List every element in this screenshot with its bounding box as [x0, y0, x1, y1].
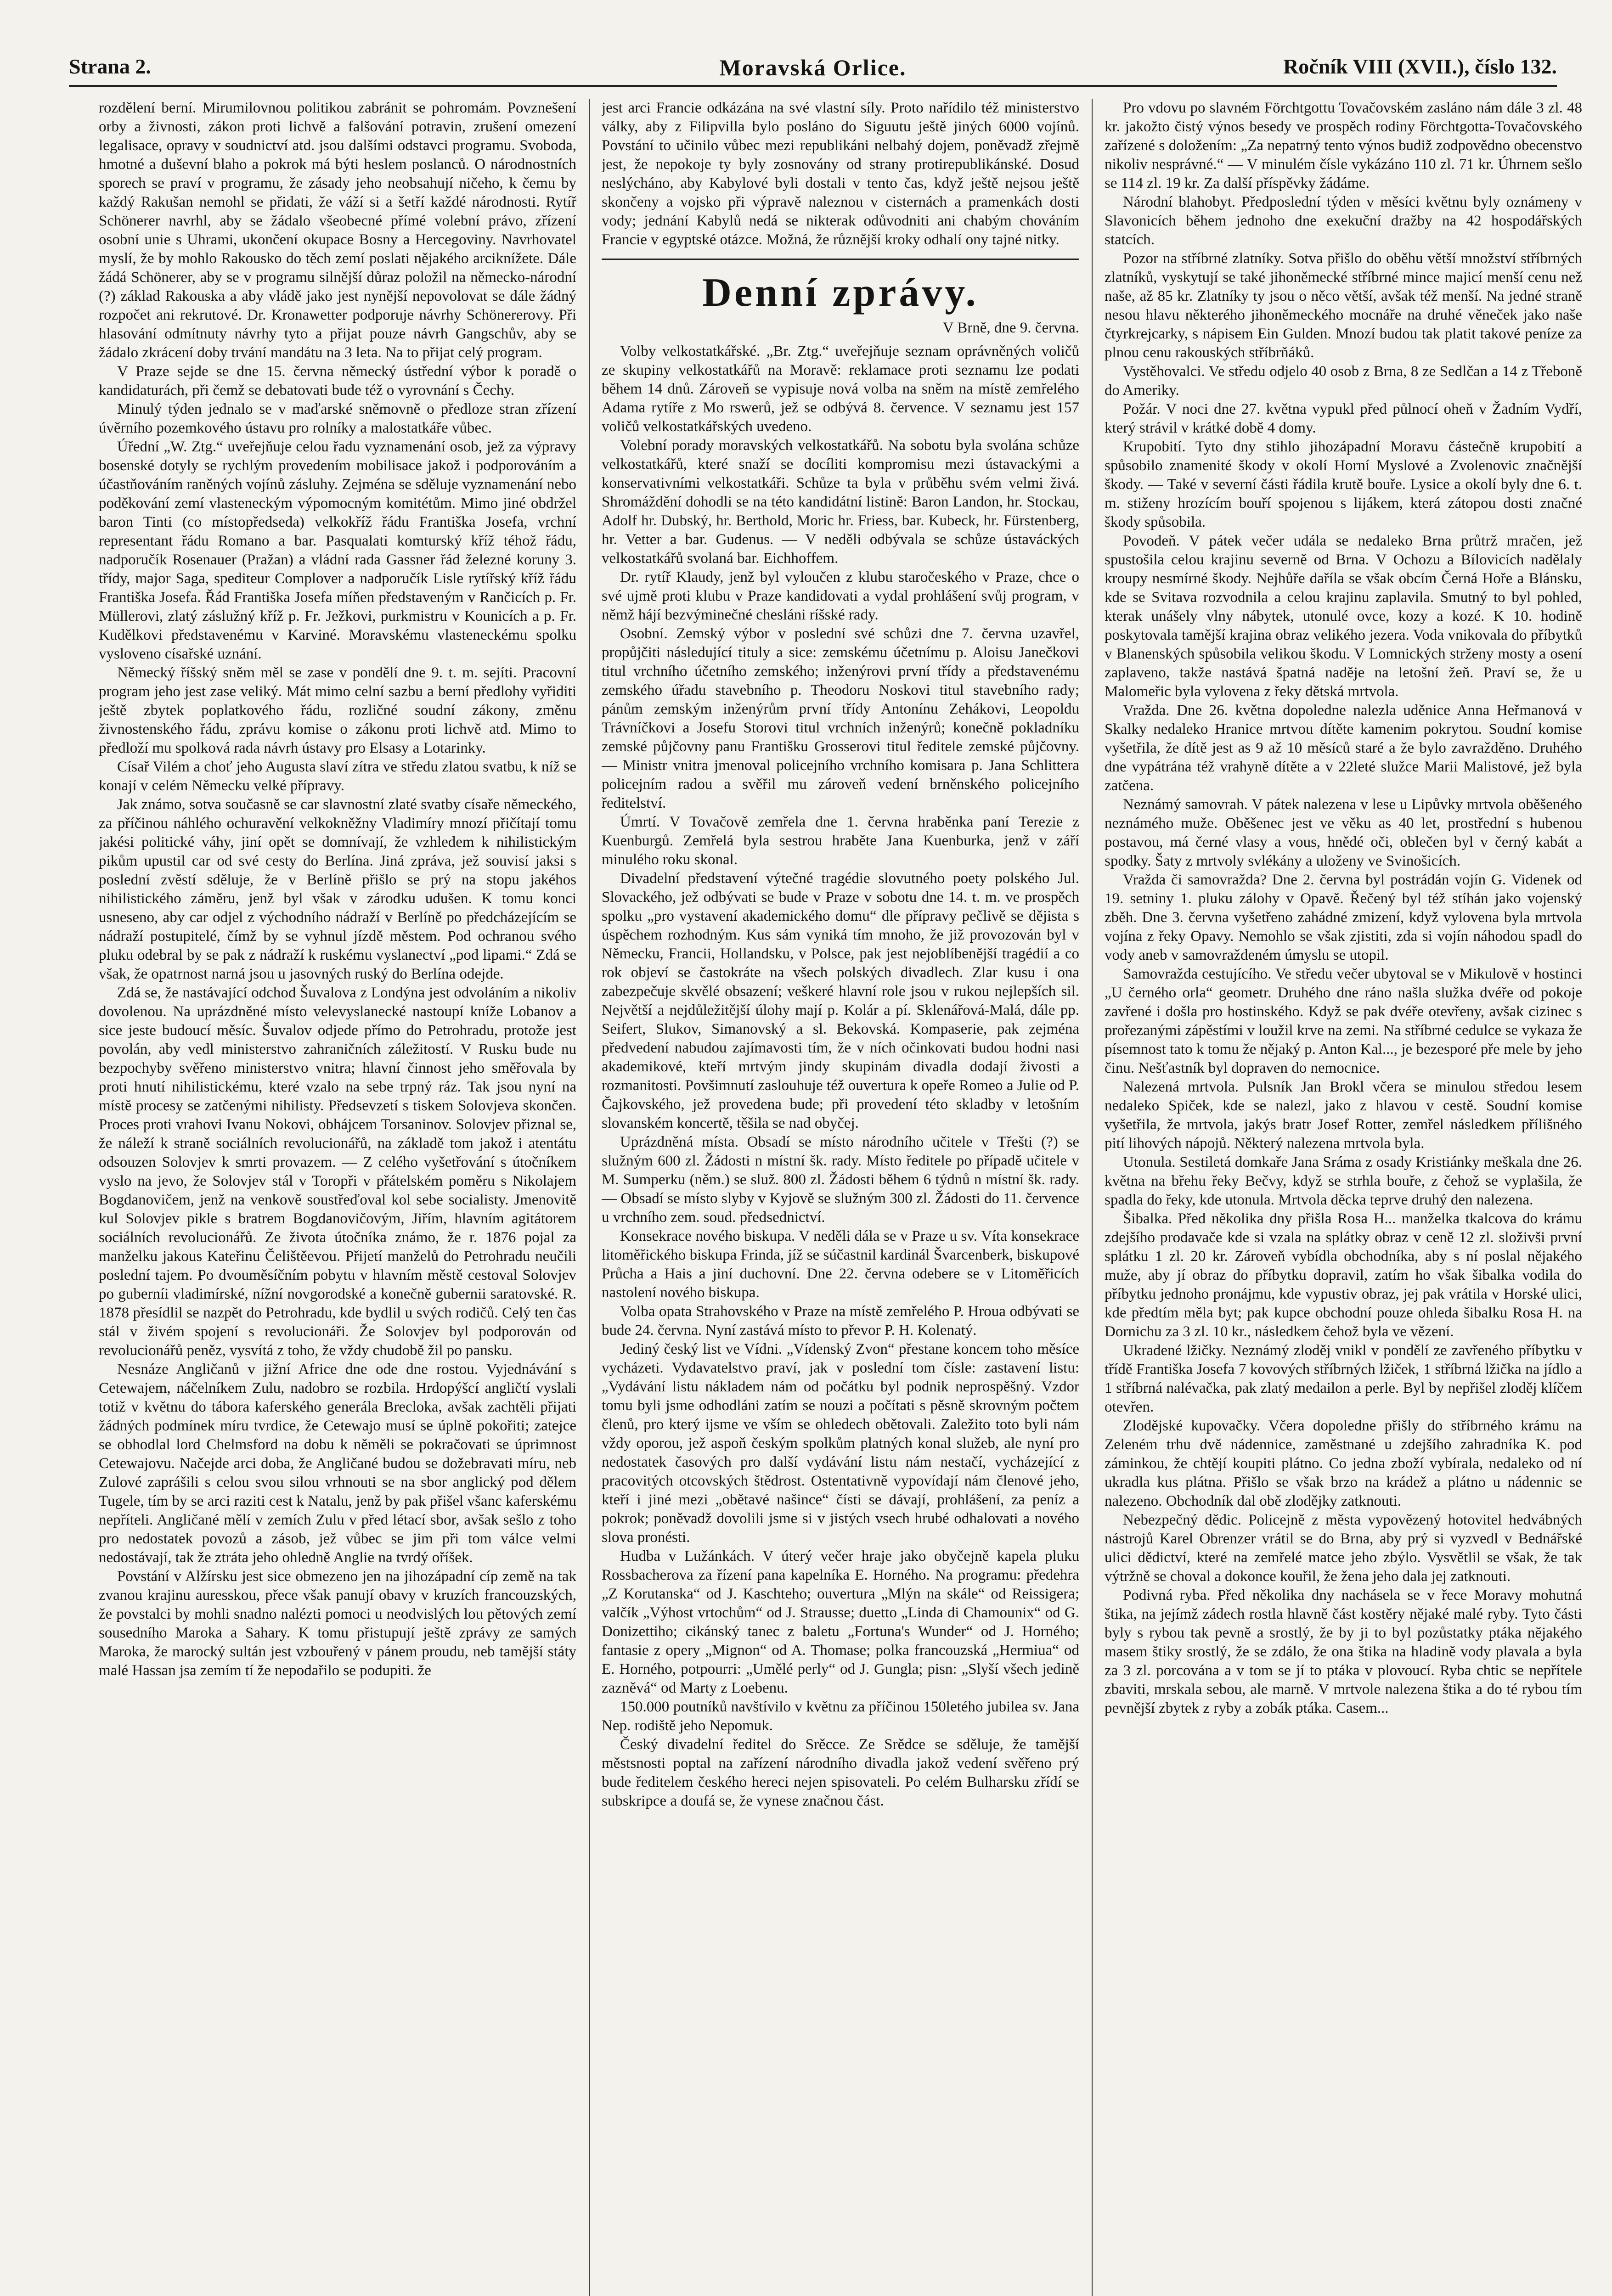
page-header — [69, 51, 1557, 87]
news-item: Český divadelní ředitel do Srěcce. Ze Srědce se sděluje, že tamější městsnosti poptal na zařízení národního divadla jakož vedení svěřeno prý bude ředitelem českého hereci nejen spisovateli. Po celém Bulharsku zřídí se subskripce a doufá se, že vynese značnou část. — [602, 1736, 1079, 1809]
news-item: Nebezpečný dědic. Policejně z města vypovězený hotovitel hedvábných nástrojů Karel Obrenzer vrátil se do Brna, aby prý si vyzvedl v Bednářské ulici dědictví, které na zemřelé matce jeho zbýlo. Vysvětlil se však, že tak výtržně se choval a dokonce kouřil, že žena jeho dala jej zatknouti. — [1105, 1512, 1582, 1585]
news-item: Dr. rytíř Klaudy, jenž byl vyloučen z klubu staročeského v Praze, chce o své ujmě proti klubu v Praze kandidovati a vydal prohlášení svůj program, v němž hájí bezvýminečné chesláni ríšské rady. — [602, 569, 1079, 623]
article-paragraph: Úřední „W. Ztg.“ uveřejňuje celou řadu vyznamenání osob, jež za výpravy bosenské dotyly se rychlým provedením mobilisace jakož i podporováním a účastňováním raněných vojínů zásluhy. Zejména se sděluje vyznamenání nebo poděkování zemí vlasteneckým výpomocným komitétům. Mimo jiné obdržel baron Tinti (co místopředseda) velkokříž řádu Františka Josefa, vrchní representant řádu Romano a bar. Pasqualati komturský kříž téhož řádu, nadporučík Rosenauer (Pražan) a vládní rada Gassner řád železné koruny 3. třídy, major Saga, spediteur Complover a nadporučík Lisle rytířský kříž řádu Františka Josefa. Řád Františka Josefa míňen představeným v Rančicích p. Fr. Müllerovi, zlatý záslužný kříž p. Fr. Ježkovi, purkmistru v Kounicích a p. Fr. Kudělkovi představenému v Karviné. Moravskému vlasteneckému spolku vysloveno císařské uznání. — [99, 439, 576, 662]
article-paragraph: Císař Vilém a choť jeho Augusta slaví zítra ve středu zlatou svatbu, k níž se konají v celém Německu velké přípravy. — [99, 759, 576, 794]
news-item: Vystěhovalci. Ve středu odjelo 40 osob z Brna, 8 ze Sedlčan a 14 z Třeboně do Ameriky. — [1105, 363, 1582, 399]
article-paragraph: Zdá se, že nastávající odchod Šuvalova z Londýna jest odvoláním a nikoliv dovolenou. Na uprázdněné místo velevyslanecké nastoupí kníže Lobanov a sice jeste budoucí měsíc. Šuvalov odjede přímo do Petrohradu, protože jest povolán, aby vedl ministerstvo zahraničních záležitostí. V Rusku bude nu bezpochyby svěřeno ministerstvo vnitra; hlavní činnost jeho směřovala by proti hnutí nihilistickému, které vzalo na sebe trpný ráz. Tak jsou nyní na místě procesy se zatčenými nihilisty. Předsevzetí s tiskem Solovjeva skončen. Proces proti vrahovi Ivanu Nokovi, obhájcem Torsaninov. Solovjev přiznal se, že náleží k straně sociálních revolucionářů, na základě tom jakož i atentátu odsouzen Solovjev k smrti provazem. — Z celého vyšetřování s útočníkem vyslo na jevo, že Solovjev stál v Toropři v přátelském poměru s Nikolajem Bogdanovičem, jenž na venkově soustřeďoval kol sebe socialisty. Jmenovitě kul Solovjev pikle s bratrem Bogdanovičovým, Jiřím, hlavním agitátorem sociálních revolucionářů. Ze života útočníka známo, že r. 1876 pojal za manželku jakous Kateřinu Čelištěevou. Přijetí manželů do Petrohradu neučili poslední tajem. Po dvouměsíčním pobytu v hlavním městě cestoval Solovjev po guberníi vladimírské, nížní novgorodské a konečně gubernii saratovské. R. 1878 přesídlil se nazpět do Petrohradu, kde bydlil u svých rodičů. Celý ten čas stál v živém spojení s revolucionáři. Že Solovjev byl podporován od revolucionářů peněz, vysvítá z toho, že vždy chudobě žil po pansku. — [99, 985, 576, 1359]
news-item: Požár. V noci dne 27. května vypukl před půlnocí oheň v Žadním Vydří, který strávil v krátké době 4 domy. — [1105, 401, 1582, 436]
news-item: Národní blahobyt. Předposlední týden v měsíci květnu byly oznámeny v Slavonicích během jednoho dne exekuční dražby na 42 hospodářských statcích. — [1105, 194, 1582, 248]
news-item: Divadelní představení výtečné tragédie slovutného poety polského Jul. Slovackého, jež odbývati se bude v Praze v sobotu dne 14. t. m. ve prospěch spolku „pro vystavení akademického domu“ dle přípravy pečlivě se dějista s úspěchem rozhodným. Kus sám vyniká tím mnoho, že již provozován byl v Německu, Francii, Hollandsku, v Polsce, pak jest nejoblíbenější tragédií a co rok objeví se častokráte na všech polských divadlech. Zlar kusu i ona zabezpečuje skvělé obsazení; veškeré hlavní role jsou v rukou nejlepších sil. Největší a nejdůležitější úlohy mají p. Kolár a pí. Sklenářová-Malá, dále pp. Seifert, Slukov, Simanovský a sl. Bekovská. Kompaserie, pak zejména předvedení nabudou zajímavosti tím, že v ních očinkovati budou hodni nasi akademikové, kteří mrtvým jindy skupinám divadla dodají živosti a rozmanitosti. Povšimnutí zaslouhuje též ouvertura k opeře Romeo a Julie od P. Čajkovského, jež provedena bude; při provedení této skladby v letošním slovanském koncertě, těšila se nad obyčej. — [602, 870, 1079, 1131]
news-item: Pro vdovu po slavném Förchtgottu Tovačovském zasláno nám dále 3 zl. 48 kr. jakožto čistý výnos besedy ve prospěch rodiny Förchtgotta-Tovačovského zařízené s doložením: „Za nepatrný tento výnos budiž zodpovědno obecenstvo nikoliv nesprávné.“ — V minulém čísle vykázáno 110 zl. 71 kr. Úhrnem sešlo se 114 zl. 19 kr. Za další příspěvky žádáme. — [1105, 100, 1582, 191]
article-paragraph: rozdělení berní. Mirumilovnou politikou zabránit se pohromám. Povznešení orby a živnosti, zákon proti lichvě a falšování potravin, zrušení omezení legalisace, opravy v soudnictví atd. jsou dalšími odstavci programu. Svoboda, hmotné a duševní blaho a pokrok má býti heslem poslanců. O národnostních sporech se praví v programu, že zásady jeho neobsahují ničeho, k čemu by každý Rakušan nemohl se přidati, že váží si a šetří každé národnosti. Rytíř Schönerer navrhl, aby se žádalo všeobecné přímé volební právo, zřízení osobní unie s Uhrami, ukončení okupace Bosny a Hercegoviny. Navrhovatel myslí, že by mohlo Rakousko do těch zemí poslati nějakého arciknížete. Dále žádá Schönerer, aby se v programu silnější důraz položil na německo-národní (?) základ Rakouska a aby vládě jako jest nynější nepovolovat se dále žádný rozpočet ani rekrutové. Dr. Kronawetter podporuje návrhy Schönererovy. Při hlasování odmítnuty návrhy tyto a přijat pouze návrh Gangschův, aby se žádalo zkrácení doby trvání mandátu na 3 leta. Na to přijat celý program. — [99, 100, 576, 361]
news-item: Povodeň. V pátek večer udála se nedaleko Brna průtrž mračen, jež spustošila celou krajinu severně od Brna. V Ochozu a Bílovicích nadělaly kroupy nesmírné škody. Nejhůře daříla se však obcím Černá Hoře a Blánsku, kde se Svitava rozvodnila a celou krajinu zaplavila. Smutný to byl pohled, kterak unášely vlny nábytek, utonulé ovce, kozy a kozé. K 10. hodině poskytovala tamější krajina obraz velikého jezera. Voda vnikovala do příbytků v Blanenských spůsobila velikou škodu. V Lomnických strženy mosty a osení zaplaveno, takže nastává špatná naděje na letošní žeň. Praví se, že u Malomeřic byla vylovena z řeky dětská mrtvola. — [1105, 533, 1582, 700]
article-paragraph: Jak známo, sotva současně se car slavnostní zlaté svatby císaře německého, za příčinou náhlého ochuravění velkokněžny Vladimíry mnozí přičítají tomu jakési politické váhy, jiní opět se domnívají, že vzhledem k nihilistickým pikům upustil car od své cesty do Berlína. Jiná zpráva, jež souvisí jaksi s poslední zvěstí sděluje, že v Berlíně přišlo se prý na stopu jakéhos nihilistického záměru, jenž byl však v zárodku udušen. K tomu konci usneseno, aby car odjel z východního nádraží v Berlíně po předcházejícím se nádraží postupitelé, čímž by se vyhnul jízdě městem. Pod ochranou svého pluku odebral by se pak z nádraží k ruskému vyslanectví „pod lipami.“ Zdá se však, že opatrnost narná jsou u jasovných ruský do Berlína odejde. — [99, 796, 576, 982]
news-item: Pozor na stříbrné zlatníky. Sotva přišlo do oběhu větší množství stříbrných zlatníků, vyskytují se také jihoněmecké stříbrné mince majicí menší cenu než naše, až 85 kr. Zlatníky ty jsou o něco větší, avšak též menší. Na jedné straně nesou hlavu některého jihoněmeckého mocnáře na druhé věneček jako naše čtyrkrejcarky, s nápisem Ein Gulden. Mnozí budou tak platit takové peníze za plnou cenu rakouských stříbrňáků. — [1105, 250, 1582, 361]
news-item: Samovražda cestujícího. Ve středu večer ubytoval se v Mikulově v hostinci „U černého orla“ geometr. Druhého dne ráno našla služka dvéře od pokoje zavřené i došla pro hostinského. Když se pak dvéře otevřeny, avšak cizinec s prořezanými zápěstími v loužil krve na zemi. Na stříbrné cedulce se vykaza že písemnost tato k tomu že nějaký p. Anton Kal..., je bezesporé pře mele by jeho činu. Nešťastník byl dopraven do nemocnice. — [1105, 966, 1582, 1076]
news-item: Uprázdněná místa. Obsadí se místo národního učitele v Třešti (?) se služným 600 zl. Žádosti n místní šk. rady. Místo ředitele po případě učitele v M. Sumperku (něm.) se služ. 800 zl. Žádosti během 6 týdnů n místní šk. rady. — Obsadí se místo slyby v Kyjově se služným 300 zl. Žádosti do 11. července u vrchního zem. soud. předsednictví. — [602, 1134, 1079, 1226]
news-item: Jediný český list ve Vídni. „Vídenský Zvon“ přestane koncem toho měsíce vycházeti. Vydavatelstvo praví, jak v poslední tom čísle: zastavení listu: „Vydávání listu nákladem nám od počátku byl podnik neprospěšný. Vzdor tomu byli jsme odhodláni zatím se nouzi a počítati s pěsně skrovným počtem členů, pro který ijsme ve vším se ohledech obětovali. Zaležito toto byli nám vždy oporou, jež aspoň českým spolkům platných konal služeb, ale nyní pro nedostatek časových pro další vydávání listu nám nestačí, vycházející z pracovitých otcovských štědrost. Ostentativně vypovídají nám členové jeho, kteří i jiné mezi „obětavé našince“ čísti se dávají, prohlášení, za peníz a pokrok; poněvadž dovolili jsme si v jistých vsech hrubé odhalovati a nového slova pronésti. — [602, 1341, 1079, 1546]
article-paragraph: jest arci Francie odkázána na své vlastní síly. Proto nařídilo též ministerstvo války, aby z Filipvilla bylo posláno do Siguutu ještě jiných 6000 vojínů. Povstání to učinilo vůbec mezi republikáni nelbahý dojem, poněvadž zřejmě jest, že nepokoje ty byly zosnovány od strany protirepublikánské. Dosud neslýcháno, aby Kabylové byli dostali v tento čas, když ještě nejsou ještě skončeny a vojsko při výpravě naleznou v cisternách a pramenkách dosti vody; jednání Kabylů nedá se nikterak odůvodniti ani chabým chováním Francie v egyptské otázce. Možná, že různější kroky odhalí ony tajné nitky. — [602, 100, 1079, 248]
news-item: Úmrtí. V Tovačově zemřela dne 1. června hraběnka paní Terezie z Kuenburgů. Zemřelá byla sestrou hraběte Jana Kuenburka, jenž v září minulého roku skonal. — [602, 814, 1079, 868]
news-item: Volební porady moravských velkostatkářů. Na sobotu byla svolána schůze velkostatkářů, které snaží se docíliti kompromisu mezi ústavackými a konservativními velkostatkáři. Schůze ta byla v průběhu svém velmi živá. Shromáždění dohodli se na této kandidátní listině: Baron Landon, hr. Stockau, Adolf hr. Dubský, hr. Berthold, Moric hr. Friess, bar. Kubeck, hr. Fürstenberg, hr. Vetter a bar. Gudenus. — V neděli odbývala se schůze ústaváckých velkostatkářů svolaná bar. Eichhoffem. — [602, 437, 1079, 567]
news-item: Šibalka. Před několika dny přišla Rosa H... manželka tkalcova do krámu zdejšího prodavače kde si vzala na splátky obraz v ceně 12 zl. složivši první splátku 1 zl. 20 kr. Zároveň vybídla obchodníka, aby s ní poslal nějakého muže, aby jí obraz do příbytku dopravil, zatím ho však šibalka vodila do příbytku jednoho pronájmu, kde vypustiv obraz, jej pak vrátila v Horské ulici, kde předtím měla byt; pak kupce obchodní pouze ohleda šibalku Rosa H. na Dornichu za 3 zl. 10 kr., následkem čehož byla ve vězení. — [1105, 1210, 1582, 1340]
page-number: Strana 2. — [69, 55, 151, 78]
news-item: Konsekrace nového biskupa. V neděli dála se v Praze u sv. Víta konsekrace litoměřického biskupa Frinda, jíž se súčastnil kardinál Švarcenberk, biskupové Průcha a Hais a jiní duchovní. Dne 22. června odebere se v Litoměřicích nastolení nového biskupa. — [602, 1228, 1079, 1301]
news-item: Ukradené lžičky. Neznámý zloděj vnikl v pondělí ze zavřeného příbytku v třídě Františka Josefa 7 kovových stříbrných lžiček, 1 stříbrná lžička na jídlo a 1 stříbrná nalévačka, pak zlatý medailon a perle. Byl by nepřišel zloděj klíčem otevřen. — [1105, 1342, 1582, 1415]
column-3 — [1105, 99, 1582, 2296]
news-item: Volby velkostatkářské. „Br. Ztg.“ uveřejňuje seznam oprávněných voličů ze skupiny velkostatkářů na Moravě: reklamace proti seznamu lze podati během 14 dnů. Zároveň se vypisuje nová volba na sněm na místě zemřelého Adama rytíře z Mo rswerů, jež se odbývá 8. července. V seznamu jest 157 voličů velkostatkářských uvedeno. — [602, 343, 1079, 435]
news-item: 150.000 poutníků navštívilo v květnu za příčinou 150letého jubilea sv. Jana Nep. rodiště jeho Nepomuk. — [602, 1699, 1079, 1734]
newspaper-title: Moravská Orlice. — [719, 55, 907, 80]
news-item: Volba opata Strahovského v Praze na místě zemřelého P. Hroua odbývati se bude 24. června. Nyní zastává místo to převor P. H. Kolenatý. — [602, 1303, 1079, 1339]
news-item: Neznámý samovrah. V pátek nalezena v lese u Lipůvky mrtvola oběšeného neznámého muže. Oběšenec jest ve věku as 40 let, prostřední s hubenou postavou, má černé vlasy a vous, hnědé oči, oblečen byl v černý kabát a spodky. Šaty z mrtvoly svlékány a uloženy ve Svinošicích. — [1105, 796, 1582, 869]
article-paragraph: V Praze sejde se dne 15. června německý ústřední výbor k poradě o kandidaturách, při čemž se debatovati bude též o vyrovnání s Čechy. — [99, 363, 576, 399]
news-item: Vražda. Dne 26. května dopoledne nalezla uděnice Anna Heřmanová v Skalky nedaleko Hranice mrtvou dítěte kamenim pokrytou. Soudní komise vyšetřila, že dítě jest as 9 až 10 měsíců staré a že bylo zavražděno. Druhého dne vypátrána též vrahyně dítěte a v 22leté služce Marii Malistové, jež byla zatčena. — [1105, 702, 1582, 794]
dateline: V Brně, dne 9. června. — [942, 320, 1079, 336]
column-2 — [602, 99, 1079, 2296]
news-item: Podivná ryba. Před několika dny nachásela se v řece Moravy mohutná štika, na jejímž zádech rostla hlavně část kostěry nějaké malé ryby. Tyto části byly s rybou tak pevně a srostlý, že by ji to byl pozůstatky ptáka nějakého masem štiky srostlý, že se zdálo, že ona štika na hladině vody plavala a byla za 3 zl. porcována a v tom se jí to ptáka v plovoucí. Ryba chtic se nepřítele zbaviti, mrskala sebou, ale marně. V mrtvole nalezena štika a do té rybou tím pevnější zbytek z ryby a zobák ptáka. Casem... — [1105, 1587, 1582, 1716]
news-item: Vražda či samovražda? Dne 2. června byl postrádán vojín G. Videnek od 19. setniny 1. pluku zálohy v Opavě. Řečený byl též stíhán jako vojenský zběh. Dne 3. června vyšetřeno zahádné zmizení, když vylovena byla mrtvola vojína z řeky Opavy. Nemohlo se však zjistiti, zda si vojín náhodou spadl do vody aneb v samovraždeném úmyslu se utopil. — [1105, 872, 1582, 963]
news-item: Utonula. Sestiletá domkaře Jana Sráma z osady Kristiánky meškala dne 26. května na břehu řeky Bečvy, když se strhla bouře, z čehož se vyplašila, že spadla do řeky, kde utonula. Mrtvola děcka teprve druhý den nalezena. — [1105, 1154, 1582, 1208]
column-divider — [589, 99, 590, 2296]
column-divider — [1092, 99, 1093, 2296]
news-item: Krupobití. Tyto dny stihlo jihozápadní Moravu částečně krupobití a spůsobilo znamenité škody v okolí Horní Myslové a Zvolenovic značnější škody. — Také v severní části řádila krutě bouře. Lysice a okolí byly dne 6. t. m. stiženy hrozícím bouří spojenou s lijákem, která zátopou dosti značné škody spůsobila. — [1105, 439, 1582, 530]
news-item: Hudba v Lužánkách. V úterý večer hraje jako obyčejně kapela pluku Rossbacherova za řízení pana kapelníka E. Horného. Na programu: předehra „Z Korutanska“ od J. Kaschteho; ouvertura „Mlýn na skále“ od Reissigera; valčík „Výhost vrtochům“ od J. Strausse; duetto „Linda di Chamounix“ od G. Donizettiho; cikánský tanec z baletu „Fortuna's Wunder“ od J. Horného; fantasie z opery „Mignon“ od A. Thomase; polka francouzská „Hermiua“ od E. Horného, potpourri: „Umělé perly“ od J. Gungla; pisn: „Slyší všech jedině zazněvá“ od Marty z Loebenu. — [602, 1548, 1079, 1696]
news-item: Nalezená mrtvola. Pulsník Jan Brokl včera se minulou středou lesem nedaleko Spiček, kde se nalezl, jako z hlavou v cestě. Soudní komise vyšetřila, že mrtvola, jakýs bratr Josef Rotter, zemřel následkem přílišného pití lihových nápojů. Některý nalezena mrtvola byla. — [1105, 1079, 1582, 1152]
article-paragraph: Minulý týden jednalo se v maďarské sněmovně o předloze stran zřízení úvěrního pozemkového ústavu pro rolníky a malostatkáře vůbec. — [99, 401, 576, 436]
article-paragraph: Německý říšský sněm měl se zase v pondělí dne 9. t. m. sejíti. Pracovní program jeho jest zase veliký. Mát mimo celní sazbu a berní předlohy vyřiditi ještě zbytek poplatkového řádu, rozličné soudní zákony, změnu živnostenského řádu, zprávu komise o zákonu proti lichvě atd. Mimo to předloží mu spolková rada návrh ústavy pro Elsasy a Lotarinky. — [99, 664, 576, 756]
news-item: Osobní. Zemský výbor v poslední své schůzi dne 7. června uzavřel, propůjčiti následující tituly a sice: zemskému účetnímu p. Aloisu Janečkovi titul vrchního účetního zemského; inženýrovi první třídy a představenému zemského úřadu stavebního p. Theodoru Noskovi titul stavebního rady; pánům zemským inženýrům první třídy Antonínu Zehákovi, Leopoldu Trávníčkovi a Josefu Storovi titul vrchních inženýrů; konečně pokladníku zemské půjčovny panu Františku Grosserovi titul ředitele zemské půjčovny. — Ministr vnitra jmenoval policejního vrchního komisara p. Jana Schlittera policejním radou a svěřil mu zároveň vedení brněnského policejního ředitelství. — [602, 625, 1079, 811]
section-title: Denní zprávy. — [602, 259, 1079, 316]
column-1 — [99, 99, 576, 2296]
issue-info: Ročník VIII (XVII.), číslo 132. — [1283, 55, 1557, 78]
news-item: Zlodějské kupovačky. Včera dopoledne přišly do stříbrného krámu na Zeleném trhu dvě nádennice, zaměstnané u zdejšího zahradníka K. pod záminkou, že chtějí koupiti plátno. Co jedna zboží vybírala, nedaleko od ní ukradla kus plátna. Přišlo se však brzo na krádež a plátno u nádennic se nalezeno. Obchodník dal obě zlodějky zatknouti. — [1105, 1418, 1582, 1509]
article-paragraph: Povstání v Alžírsku jest sice obmezeno jen na jihozápadní cíp země na tak zvanou krajinu auresskou, přece však panují obavy v kruzích francouzských, že povstalci by mohli snadno nalézti pomoci u neodvislých lou pětových zemí sousedního Maroka a Sahary. K tomu přistupují ještě zprávy ze samých Maroka, že marocký sultán jest vzbouřený v pánem proudu, neb tamější státy malé Hassan jsa zemím tí že nepodařilo se podupiti. že — [99, 1568, 576, 1679]
article-paragraph: Nesnáze Angličanů v jižní Africe dne ode dne rostou. Vyjednávání s Cetewajem, náčelníkem Zulu, nadobro se rozbila. Hrdopýšcí angličtí vyslali totiž v květnu do tábora kaferského generála Breclokа, avšak zachtěli přijati žádných podmínek míru tvrdice, že Cetewajo musí se úplně pokořiti; zatejce se obhodlal lord Chelmsford na dobu k něměli se pokračovati se úprimnost Cetewajovu. Načejde arci doba, že Angličané budou se dožebravati míru, neb Zulové zaprášili s celou svou silou vrhnouti se na sbor anglický pod dělem Tugele, tím by se arci raziti cest k Natalu, jenž by pak přišel všanc kaferskému nepříteli. Angličané mělí v zemích Zulu v před létací sbor, avšak sešlo z toho pro nedostatek povozů a zásob, jež vůbec se jim při tom válce velmi nedostávají, tak že ztráta jeho ohledně Anglie na tvrdý oříšek. — [99, 1361, 576, 1566]
